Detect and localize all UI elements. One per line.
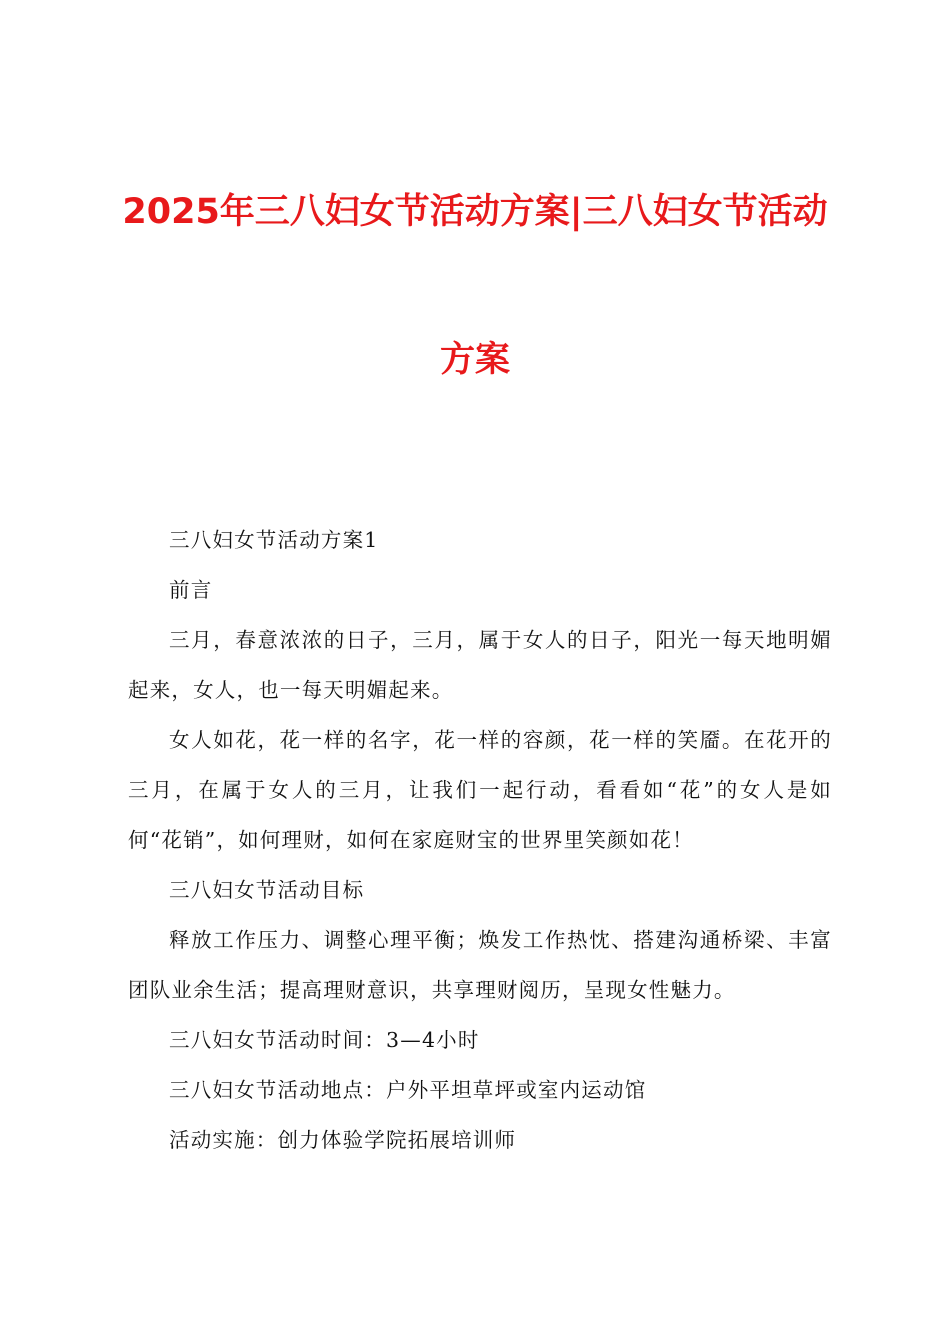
goal-heading: 三八妇女节活动目标 — [169, 878, 365, 902]
activity-implementation: 活动实施：创力体验学院拓展培训师 — [169, 1128, 517, 1152]
activity-location: 三八妇女节活动地点：户外平坦草坪或室内运动馆 — [169, 1078, 647, 1102]
document-title-line-2: 方案 — [439, 340, 510, 380]
section-heading: 三八妇女节活动方案1 — [169, 528, 379, 552]
paragraph: 女人如花，花一样的名字，花一样的容颜，花一样的笑靥。在花开的三月，在属于女人的三月，让我们一起行动，看看如“花”的女人是如何“花销”，如何理财，如何在家庭财宝的世界里笑颜如花！ — [128, 728, 832, 852]
document-title-line-1: 2025年三八妇女节活动方案|三八妇女节活动 — [122, 192, 828, 232]
paragraph: 三月，春意浓浓的日子，三月，属于女人的日子，阳光一每天地明媚起来，女人，也一每天明媚起来。 — [128, 628, 832, 702]
paragraph: 释放工作压力、调整心理平衡；焕发工作热忱、搭建沟通桥梁、丰富团队业余生活；提高理财意识，共享理财阅历，呈现女性魅力。 — [128, 928, 832, 1002]
document-body — [128, 515, 832, 1165]
preface-heading: 前言 — [169, 578, 213, 602]
activity-time: 三八妇女节活动时间：3—4小时 — [169, 1028, 480, 1052]
